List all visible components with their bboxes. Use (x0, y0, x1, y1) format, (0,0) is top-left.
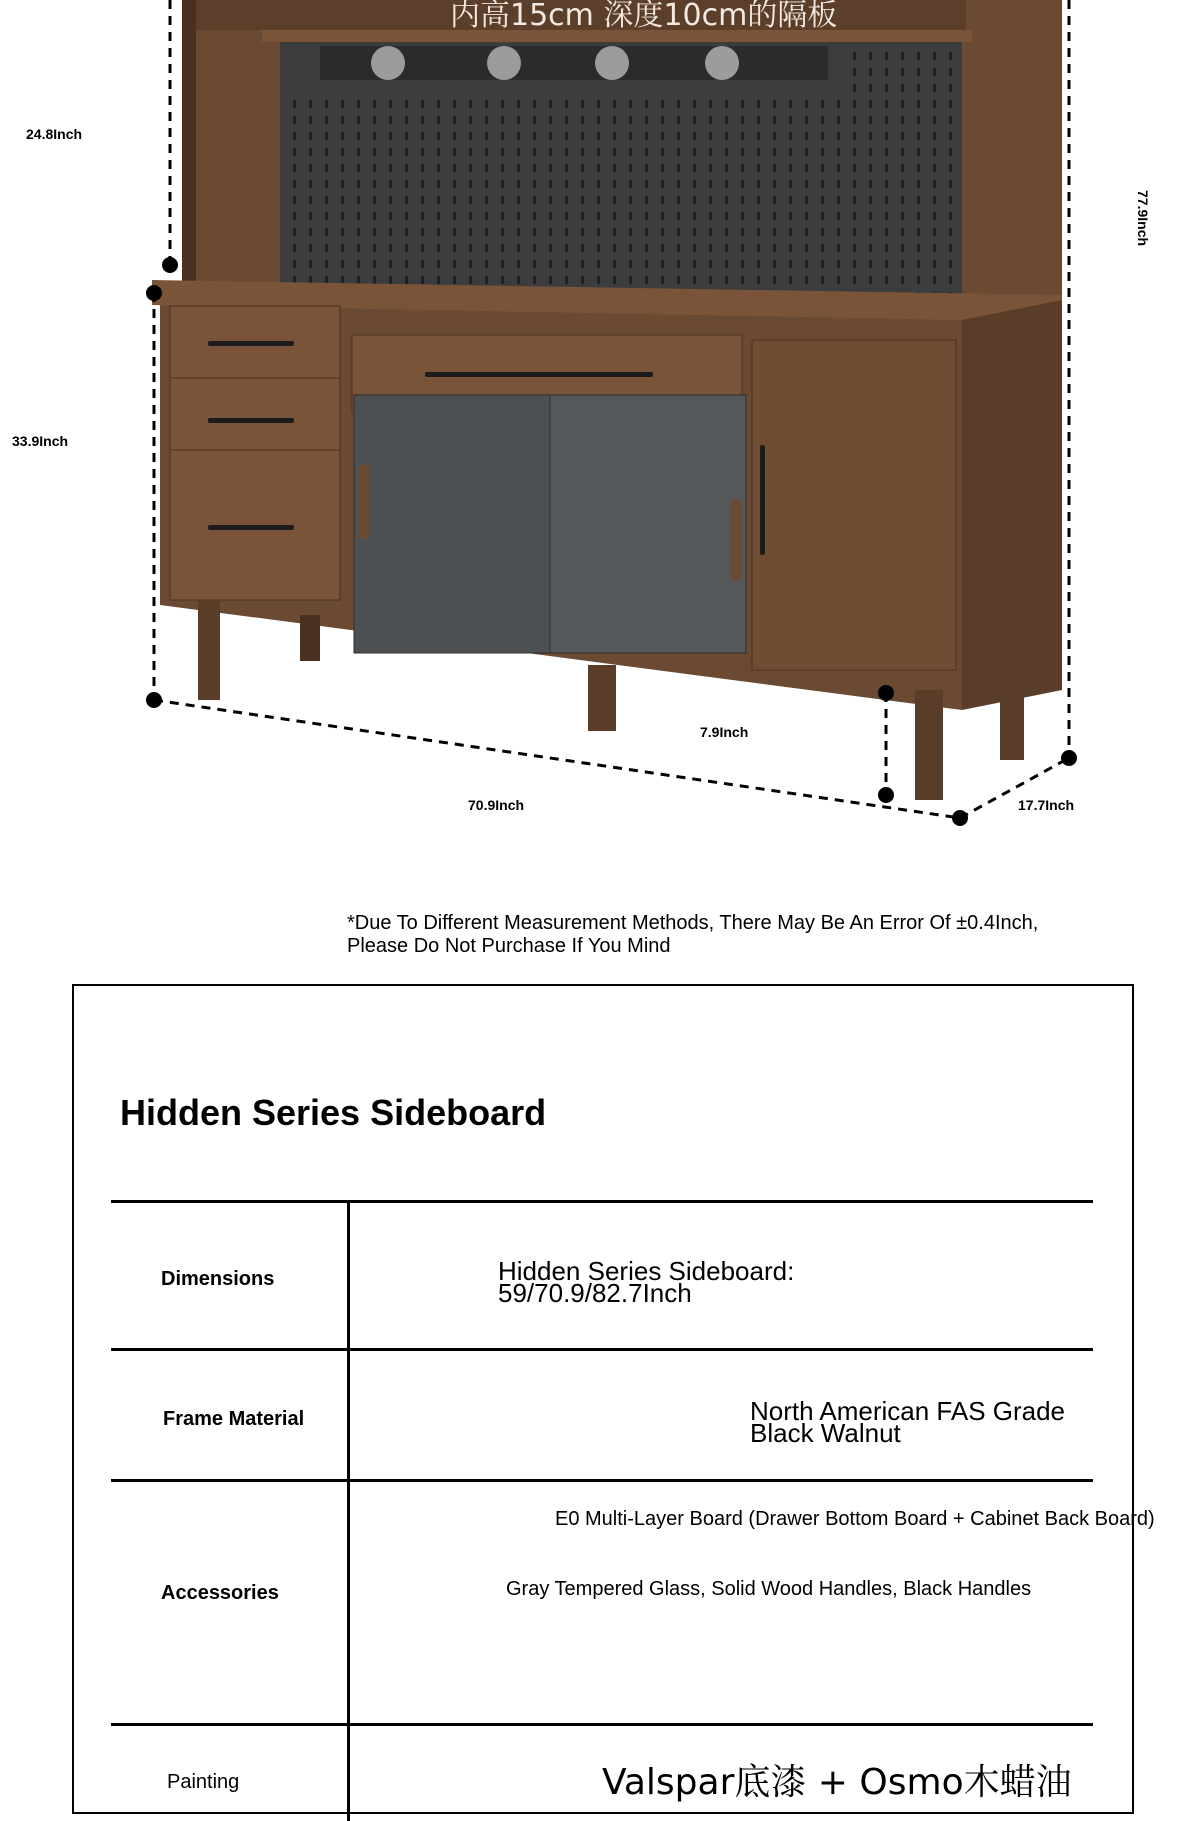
dimensions-value-line-1: Hidden Series Sideboard: (498, 1256, 795, 1286)
table-column-divider (347, 1201, 350, 1821)
accessories-label: Accessories (161, 1582, 279, 1604)
frame-material-value-line-2: Black Walnut (750, 1418, 901, 1448)
disclaimer-line-2: Please Do Not Purchase If You Mind (347, 935, 671, 957)
total-height-label: 77.9Inch (1135, 190, 1151, 247)
measurement-disclaimer (347, 912, 1167, 958)
leg-height-label: 7.9Inch (700, 724, 749, 740)
table-divider (111, 1348, 1093, 1351)
depth-label: 17.7Inch (1018, 797, 1075, 813)
frame-material-value (750, 1396, 1066, 1448)
upper-height-label: 24.8Inch (26, 126, 83, 142)
width-label: 70.9Inch (468, 797, 525, 813)
spec-table-title: Hidden Series Sideboard (120, 1092, 547, 1133)
table-divider (111, 1200, 1093, 1203)
sideboard-drawing (0, 0, 1200, 860)
frame-material-value-line-1: North American FAS Grade (750, 1396, 1066, 1426)
dimensions-label: Dimensions (161, 1268, 275, 1290)
product-illustration (0, 0, 1200, 860)
accessories-value-line-2: Gray Tempered Glass, Solid Wood Handles, Black Handles (506, 1578, 1032, 1600)
frame-material-label: Frame Material (163, 1408, 305, 1430)
disclaimer-line-1: *Due To Different Measurement Methods, There May Be An Error Of ±0.4Inch, (347, 912, 1039, 934)
table-divider (111, 1723, 1093, 1726)
painting-label: Painting (167, 1771, 240, 1793)
accessories-value-line-1: E0 Multi-Layer Board (Drawer Bottom Board + Cabinet Back Board) (555, 1508, 1155, 1530)
shelf-caption: 内高15cm 深度10cm的隔板 (450, 0, 838, 33)
painting-value: Valspar底漆 + Osmo木蜡油 (602, 1762, 1072, 1803)
dimensions-value (498, 1256, 795, 1308)
table-divider (111, 1479, 1093, 1482)
lower-height-label: 33.9Inch (12, 433, 69, 449)
dimensions-value-line-2: 59/70.9/82.7Inch (498, 1278, 692, 1308)
